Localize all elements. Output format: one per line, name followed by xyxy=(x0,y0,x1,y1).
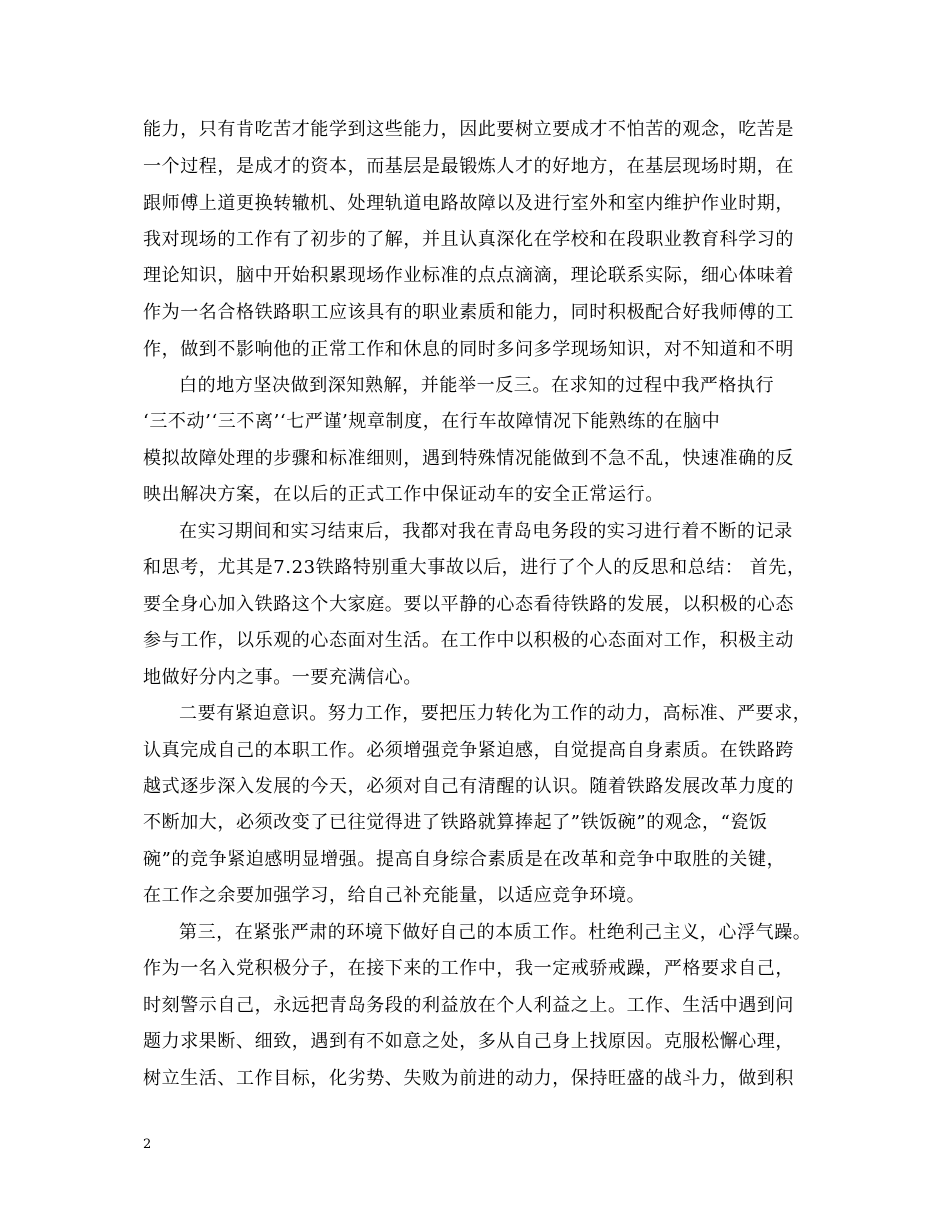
text-line: 地做好分内之事。一要充满信心。 xyxy=(143,667,422,688)
text-line: 认真完成自己的本职工作。必须增强竞争紧迫感，自觉提高自身素质。在铁路跨 xyxy=(143,740,794,761)
text-line: 树立生活、工作目标，化劣势、失败为前进的动力，保持旺盛的战斗力，做到积 xyxy=(143,1068,794,1089)
text-line: 时刻警示自己，永远把青岛务段的利益放在个人利益之上。工作、生活中遇到问 xyxy=(143,995,794,1016)
text-line: 和思考，尤其是7.23铁路特别重大事故以后，进行了个人的反思和总结： 首先， xyxy=(143,557,806,578)
text-line: 一个过程，是成才的资本，而基层是最锻炼人才的好地方，在基层现场时期，在 xyxy=(143,156,794,177)
page-number: 2 xyxy=(143,1137,152,1152)
text-line: 能力，只有肯吃苦才能学到这些能力，因此要树立要成才不怕苦的观念，吃苦是 xyxy=(143,119,794,140)
text-line: 在工作之余要加强学习，给自己补充能量，以适应竞争环境。 xyxy=(143,885,646,906)
text-line: 要全身心加入铁路这个大家庭。要以平静的心态看待铁路的发展，以积极的心态 xyxy=(143,594,794,615)
text-line: 题力求果断、细致，遇到有不如意之处，多从自己身上找原因。克服松懈心理， xyxy=(143,1031,794,1052)
text-line: 越式逐步深入发展的今天，必须对自己有清醒的认识。随着铁路发展改革力度的 xyxy=(143,776,794,797)
paragraph-first-line: 二要有紧迫意识。努力工作，要把压力转化为工作的动力，高标准、严要求， xyxy=(179,703,812,724)
text-line: ‘三不动’‘三不离’‘七严谨’规章制度，在行车故障情况下能熟练的在脑中 xyxy=(143,411,721,432)
text-line: 参与工作，以乐观的心态面对生活。在工作中以积极的心态面对工作，积极主动 xyxy=(143,630,794,651)
text-line: 碗”的竞争紧迫感明显增强。提高自身综合素质是在改革和竞争中取胜的关键， xyxy=(143,849,786,870)
paragraph-first-line: 白的地方坚决做到深知熟解，并能举一反三。在求知的过程中我严格执行 xyxy=(179,375,775,396)
text-line: 我对现场的工作有了初步的了解，并且认真深化在学校和在段职业教育科学习的 xyxy=(143,229,794,250)
text-line: 映出解决方案，在以后的正式工作中保证动车的安全正常运行。 xyxy=(143,484,664,505)
text-line: 作，做到不影响他的正常工作和休息的同时多问多学现场知识，对不知道和不明 xyxy=(143,339,794,360)
text-line: 不断加大，必须改变了已往觉得进了铁路就算捧起了”铁饭碗”的观念，“瓷饭 xyxy=(143,812,768,833)
text-line: 理论知识，脑中开始积累现场作业标准的点点滴滴，理论联系实际，细心体味着 xyxy=(143,265,794,286)
text-line: 作为一名入党积极分子，在接下来的工作中，我一定戒骄戒躁，严格要求自己， xyxy=(143,958,794,979)
paragraph-first-line: 在实习期间和实习结束后，我都对我在青岛电务段的实习进行着不断的记录 xyxy=(179,521,793,542)
text-line: 作为一名合格铁路职工应该具有的职业素质和能力，同时积极配合好我师傅的工 xyxy=(143,302,794,323)
paragraph-first-line: 第三，在紧张严肃的环境下做好自己的本质工作。杜绝利己主义，心浮气躁。 xyxy=(179,922,812,943)
text-line: 模拟故障处理的步骤和标准细则，遇到特殊情况能做到不急不乱，快速准确的反 xyxy=(143,448,794,469)
text-line: 跟师傅上道更换转辙机、处理轨道电路故障以及进行室外和室内维护作业时期， xyxy=(143,193,794,214)
